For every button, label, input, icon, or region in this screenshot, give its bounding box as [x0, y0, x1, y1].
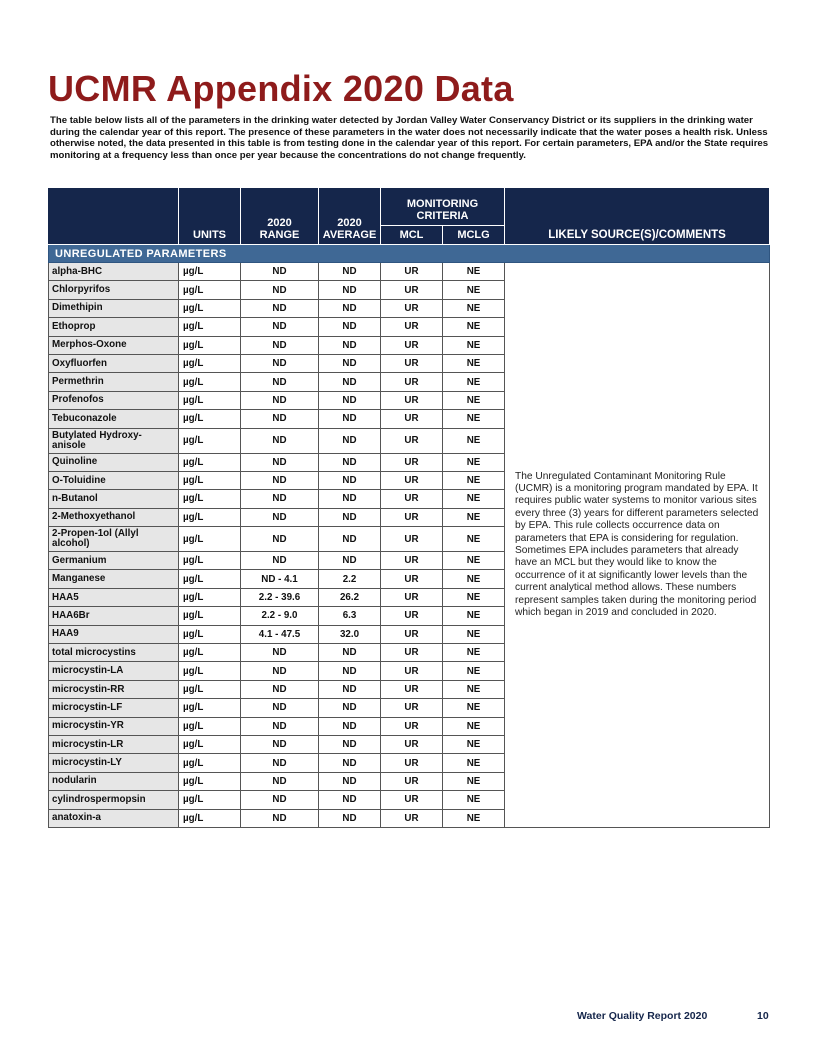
mcl-cell: UR	[381, 490, 443, 508]
parameter-name-cell: Tebuconazole	[49, 410, 179, 428]
table-body	[49, 245, 770, 828]
units-cell: µg/L	[179, 410, 241, 428]
mcl-cell: UR	[381, 791, 443, 809]
header-range-year: 2020	[267, 217, 292, 229]
units-cell: µg/L	[179, 508, 241, 526]
average-cell: 26.2	[319, 588, 381, 606]
average-cell: ND	[319, 772, 381, 790]
average-cell: ND	[319, 410, 381, 428]
parameter-name-cell: Germanium	[49, 552, 179, 570]
parameter-name-cell: microcystin-YR	[49, 717, 179, 735]
range-cell: ND	[241, 453, 319, 471]
intro-paragraph: The table below lists all of the parameters in the drinking water detected by Jordan Valley Water Conservancy District or its suppliers in the drinking water during the calendar year of this report. The presence of these parameters in the water does not necessarily indicate that the water poses a health risk. Unless otherwise noted, the data presented in this table is from testing done in the calendar year of this report. For certain parameters, EPA and/or the State requires monitoring at a frequency less than once per year because the concentrations do not change frequently.	[50, 115, 769, 161]
section-row	[49, 245, 770, 263]
footer-report-title: Water Quality Report 2020	[577, 1010, 708, 1022]
header-average	[319, 188, 381, 245]
range-cell: ND	[241, 391, 319, 409]
average-cell: ND	[319, 809, 381, 827]
mclg-cell: NE	[443, 735, 505, 753]
average-cell: ND	[319, 527, 381, 552]
units-cell: µg/L	[179, 699, 241, 717]
mcl-cell: UR	[381, 453, 443, 471]
average-cell: ND	[319, 318, 381, 336]
range-cell: ND	[241, 410, 319, 428]
page-title: UCMR Appendix 2020 Data	[48, 68, 514, 109]
mcl-cell: UR	[381, 263, 443, 281]
mclg-cell: NE	[443, 471, 505, 489]
mcl-cell: UR	[381, 809, 443, 827]
mcl-cell: UR	[381, 754, 443, 772]
units-cell: µg/L	[179, 373, 241, 391]
mcl-cell: UR	[381, 410, 443, 428]
units-cell: µg/L	[179, 588, 241, 606]
parameter-name-cell: microcystin-LR	[49, 735, 179, 753]
average-cell: ND	[319, 490, 381, 508]
mcl-cell: UR	[381, 607, 443, 625]
header-mcl: MCL	[381, 226, 443, 245]
parameter-name-cell: nodularin	[49, 772, 179, 790]
average-cell: ND	[319, 644, 381, 662]
mclg-cell: NE	[443, 354, 505, 372]
mcl-cell: UR	[381, 772, 443, 790]
header-range-label: RANGE	[259, 229, 300, 241]
units-cell: µg/L	[179, 754, 241, 772]
parameter-name-cell: Manganese	[49, 570, 179, 588]
average-cell: 32.0	[319, 625, 381, 643]
table-header	[49, 188, 770, 245]
header-average-year: 2020	[337, 217, 362, 229]
range-cell: ND	[241, 428, 319, 453]
units-cell: µg/L	[179, 809, 241, 827]
parameter-name-cell: Profenofos	[49, 391, 179, 409]
mcl-cell: UR	[381, 570, 443, 588]
units-cell: µg/L	[179, 263, 241, 281]
range-cell: ND	[241, 354, 319, 372]
average-cell: ND	[319, 453, 381, 471]
range-cell: ND	[241, 754, 319, 772]
units-cell: µg/L	[179, 552, 241, 570]
units-cell: µg/L	[179, 717, 241, 735]
units-cell: µg/L	[179, 772, 241, 790]
mclg-cell: NE	[443, 717, 505, 735]
mclg-cell: NE	[443, 754, 505, 772]
units-cell: µg/L	[179, 428, 241, 453]
parameter-name-cell: microcystin-LF	[49, 699, 179, 717]
section-label: UNREGULATED PARAMETERS	[49, 245, 770, 263]
range-cell: 4.1 - 47.5	[241, 625, 319, 643]
mclg-cell: NE	[443, 772, 505, 790]
range-cell: ND	[241, 717, 319, 735]
mclg-cell: NE	[443, 680, 505, 698]
units-cell: µg/L	[179, 791, 241, 809]
average-cell: ND	[319, 263, 381, 281]
range-cell: ND	[241, 680, 319, 698]
footer-page-number: 10	[757, 1010, 769, 1022]
header-average-label: AVERAGE	[322, 229, 377, 241]
average-cell: ND	[319, 281, 381, 299]
mcl-cell: UR	[381, 662, 443, 680]
parameter-name-cell: 2-Methoxyethanol	[49, 508, 179, 526]
range-cell: ND	[241, 490, 319, 508]
mclg-cell: NE	[443, 453, 505, 471]
header-mclg: MCLG	[443, 226, 505, 245]
mcl-cell: UR	[381, 625, 443, 643]
average-cell: ND	[319, 354, 381, 372]
parameter-name-cell: Quinoline	[49, 453, 179, 471]
parameter-name-cell: Permethrin	[49, 373, 179, 391]
mcl-cell: UR	[381, 373, 443, 391]
parameter-name-cell: HAA6Br	[49, 607, 179, 625]
units-cell: µg/L	[179, 471, 241, 489]
average-cell: ND	[319, 299, 381, 317]
parameter-name-cell: HAA5	[49, 588, 179, 606]
range-cell: ND	[241, 772, 319, 790]
mclg-cell: NE	[443, 490, 505, 508]
average-cell: ND	[319, 508, 381, 526]
source-comment-cell: The Unregulated Contaminant Monitoring Rule (UCMR) is a monitoring program mandated by EPA. It requires public water systems to monitor various sites every three (3) years for different parameters selected by EPA. This rule collects occurrence data on parameters that EPA is considering for regulation. Sometimes EPA includes parameters that already have an MCL but they would like to know the occurrence of it at significantly lower levels than the current analytical method allows. These numbers represent samples taken during the monitoring period which began in 2019 and concluded in 2020.	[505, 263, 770, 828]
mcl-cell: UR	[381, 644, 443, 662]
mclg-cell: NE	[443, 791, 505, 809]
mclg-cell: NE	[443, 373, 505, 391]
header-range	[241, 188, 319, 245]
range-cell: ND	[241, 336, 319, 354]
parameter-name-cell: microcystin-LA	[49, 662, 179, 680]
range-cell: ND	[241, 735, 319, 753]
ucmr-data-table	[48, 187, 770, 828]
average-cell: ND	[319, 699, 381, 717]
mcl-cell: UR	[381, 336, 443, 354]
units-cell: µg/L	[179, 299, 241, 317]
parameter-name-cell: microcystin-RR	[49, 680, 179, 698]
mclg-cell: NE	[443, 299, 505, 317]
parameter-name-cell: microcystin-LY	[49, 754, 179, 772]
mcl-cell: UR	[381, 318, 443, 336]
range-cell: ND	[241, 263, 319, 281]
mclg-cell: NE	[443, 318, 505, 336]
range-cell: ND - 4.1	[241, 570, 319, 588]
units-cell: µg/L	[179, 354, 241, 372]
parameter-name-cell: HAA9	[49, 625, 179, 643]
range-cell: ND	[241, 552, 319, 570]
units-cell: µg/L	[179, 625, 241, 643]
range-cell: ND	[241, 299, 319, 317]
average-cell: 6.3	[319, 607, 381, 625]
average-cell: ND	[319, 662, 381, 680]
mclg-cell: NE	[443, 527, 505, 552]
mclg-cell: NE	[443, 263, 505, 281]
average-cell: ND	[319, 791, 381, 809]
header-parameter-blank	[49, 188, 179, 245]
mclg-cell: NE	[443, 428, 505, 453]
mclg-cell: NE	[443, 281, 505, 299]
mcl-cell: UR	[381, 735, 443, 753]
parameter-name-cell: total microcystins	[49, 644, 179, 662]
average-cell: 2.2	[319, 570, 381, 588]
mclg-cell: NE	[443, 410, 505, 428]
mcl-cell: UR	[381, 281, 443, 299]
range-cell: ND	[241, 527, 319, 552]
mcl-cell: UR	[381, 527, 443, 552]
mclg-cell: NE	[443, 644, 505, 662]
mcl-cell: UR	[381, 588, 443, 606]
average-cell: ND	[319, 717, 381, 735]
average-cell: ND	[319, 391, 381, 409]
mclg-cell: NE	[443, 809, 505, 827]
average-cell: ND	[319, 680, 381, 698]
units-cell: µg/L	[179, 490, 241, 508]
range-cell: ND	[241, 809, 319, 827]
range-cell: ND	[241, 699, 319, 717]
mcl-cell: UR	[381, 699, 443, 717]
parameter-name-cell: Dimethipin	[49, 299, 179, 317]
range-cell: ND	[241, 662, 319, 680]
mcl-cell: UR	[381, 354, 443, 372]
range-cell: 2.2 - 39.6	[241, 588, 319, 606]
header-likely-source: LIKELY SOURCE(S)/COMMENTS	[505, 188, 770, 245]
units-cell: µg/L	[179, 644, 241, 662]
mcl-cell: UR	[381, 552, 443, 570]
range-cell: ND	[241, 471, 319, 489]
header-units: UNITS	[179, 188, 241, 245]
units-cell: µg/L	[179, 336, 241, 354]
units-cell: µg/L	[179, 607, 241, 625]
average-cell: ND	[319, 373, 381, 391]
mclg-cell: NE	[443, 391, 505, 409]
parameter-name-cell: cylindrospermopsin	[49, 791, 179, 809]
mclg-cell: NE	[443, 699, 505, 717]
units-cell: µg/L	[179, 453, 241, 471]
average-cell: ND	[319, 471, 381, 489]
average-cell: ND	[319, 735, 381, 753]
units-cell: µg/L	[179, 318, 241, 336]
parameter-name-cell: Butylated Hydroxy-anisole	[49, 428, 179, 453]
range-cell: ND	[241, 281, 319, 299]
mclg-cell: NE	[443, 336, 505, 354]
average-cell: ND	[319, 754, 381, 772]
mcl-cell: UR	[381, 680, 443, 698]
range-cell: ND	[241, 373, 319, 391]
mclg-cell: NE	[443, 508, 505, 526]
mcl-cell: UR	[381, 428, 443, 453]
mcl-cell: UR	[381, 471, 443, 489]
units-cell: µg/L	[179, 527, 241, 552]
units-cell: µg/L	[179, 662, 241, 680]
average-cell: ND	[319, 336, 381, 354]
units-cell: µg/L	[179, 281, 241, 299]
mclg-cell: NE	[443, 552, 505, 570]
units-cell: µg/L	[179, 680, 241, 698]
parameter-name-cell: alpha-BHC	[49, 263, 179, 281]
units-cell: µg/L	[179, 570, 241, 588]
average-cell: ND	[319, 552, 381, 570]
units-cell: µg/L	[179, 391, 241, 409]
parameter-name-cell: 2-Propen-1ol (Allyl alcohol)	[49, 527, 179, 552]
mclg-cell: NE	[443, 570, 505, 588]
parameter-name-cell: anatoxin-a	[49, 809, 179, 827]
parameter-name-cell: Merphos-Oxone	[49, 336, 179, 354]
table-row	[49, 263, 770, 281]
mcl-cell: UR	[381, 508, 443, 526]
mclg-cell: NE	[443, 607, 505, 625]
mclg-cell: NE	[443, 625, 505, 643]
range-cell: ND	[241, 508, 319, 526]
average-cell: ND	[319, 428, 381, 453]
range-cell: ND	[241, 644, 319, 662]
range-cell: 2.2 - 9.0	[241, 607, 319, 625]
units-cell: µg/L	[179, 735, 241, 753]
mclg-cell: NE	[443, 662, 505, 680]
range-cell: ND	[241, 791, 319, 809]
parameter-name-cell: Ethoprop	[49, 318, 179, 336]
mclg-cell: NE	[443, 588, 505, 606]
header-monitoring-criteria: MONITORING CRITERIA	[381, 188, 505, 226]
parameter-name-cell: Chlorpyrifos	[49, 281, 179, 299]
parameter-name-cell: n-Butanol	[49, 490, 179, 508]
mcl-cell: UR	[381, 391, 443, 409]
mcl-cell: UR	[381, 717, 443, 735]
parameter-name-cell: O-Toluidine	[49, 471, 179, 489]
parameter-name-cell: Oxyfluorfen	[49, 354, 179, 372]
range-cell: ND	[241, 318, 319, 336]
mcl-cell: UR	[381, 299, 443, 317]
